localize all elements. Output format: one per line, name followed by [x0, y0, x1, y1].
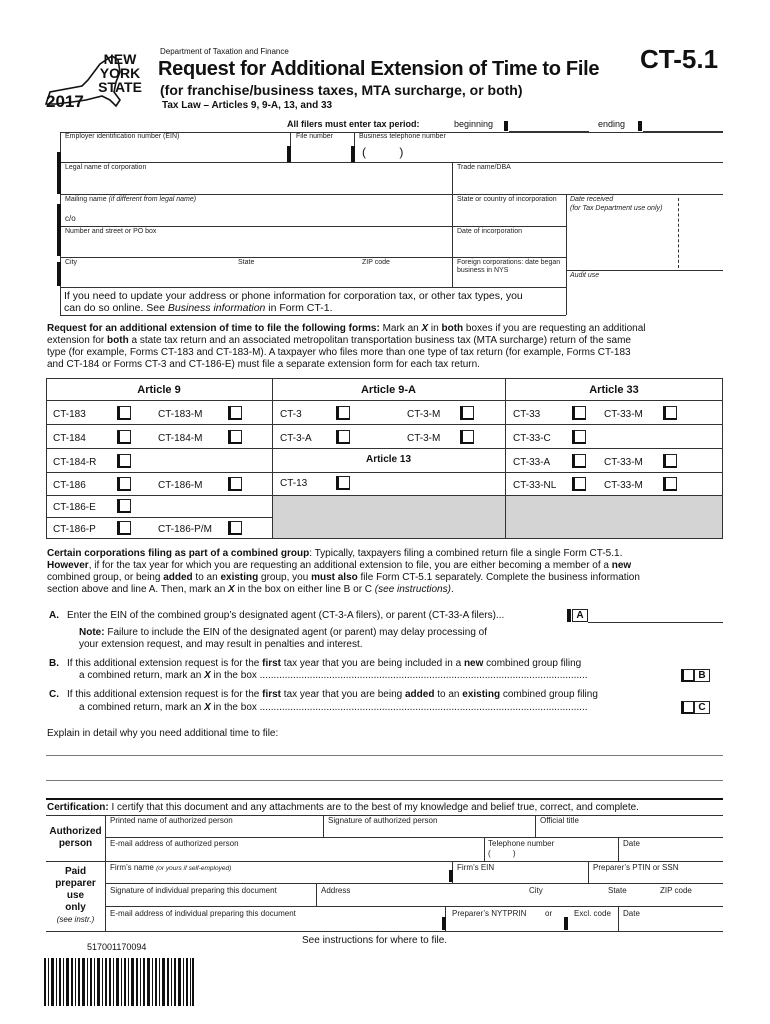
form-ct-33m-3-checkbox[interactable]: [663, 477, 677, 491]
form-subtitle: (for franchise/business taxes, MTA surcharge, or both): [160, 82, 523, 98]
mailing-name-label: Mailing name (if different from legal name): [65, 196, 197, 203]
form-ct-184m-checkbox[interactable]: [228, 430, 242, 444]
combined-para-line2: However, if for the tax year for which you are requesting an additional extension to file, you are either becoming a member of a new: [47, 560, 632, 571]
form-year: 2017: [46, 92, 84, 111]
mailing-name-input[interactable]: [78, 205, 448, 225]
street-label: Number and street or PO box: [65, 228, 157, 235]
business-phone-input[interactable]: ( ): [362, 145, 404, 159]
line-c-text2: a combined return, mark an X in the box ......................................................................................................................: [79, 702, 588, 713]
line-b-letter: B.: [49, 658, 59, 669]
grid-line: [105, 883, 723, 884]
field-marker: [351, 146, 355, 162]
grid-line: [618, 906, 619, 931]
grid-line: [588, 861, 589, 883]
date-incorporation-input[interactable]: [455, 237, 565, 257]
field-marker: [442, 917, 446, 930]
grid-line: [46, 815, 105, 816]
official-title-label: Official title: [540, 816, 579, 825]
form-ct-186e-checkbox[interactable]: [117, 499, 131, 513]
preparer-signature-input[interactable]: [108, 895, 313, 905]
line-c-text: If this additional extension request is for the first tax year that you are being added to an existing combined group filing: [67, 689, 598, 700]
ein-input[interactable]: [62, 142, 286, 160]
city-input[interactable]: [62, 268, 232, 286]
certification-rule: [46, 798, 723, 800]
state-incorporation-input[interactable]: [455, 205, 565, 225]
audit-use-label: Audit use: [570, 272, 600, 279]
firm-ein-label: Firm’s EIN: [457, 863, 495, 872]
grid-line: [323, 815, 324, 837]
line-b-text2: a combined return, mark an X in the box ......................................................................................................................: [79, 670, 588, 681]
grid-line: [535, 815, 536, 837]
grid-line: [60, 226, 566, 227]
trade-name-input[interactable]: [455, 173, 723, 193]
form-ct-183-checkbox[interactable]: [117, 406, 131, 420]
form-ct-33c-label: CT-33-C: [513, 433, 551, 444]
period-beginning-input[interactable]: [512, 118, 590, 131]
article-9a-header: Article 9-A: [360, 384, 417, 396]
form-ct-13-label: CT-13: [280, 478, 308, 489]
form-title: Request for Additional Extension of Time to File: [158, 58, 600, 80]
state-input[interactable]: [236, 268, 356, 286]
firm-name-label: Firm’s name (or yours if self-employed): [110, 863, 232, 872]
filing-instructions: See instructions for where to file.: [302, 935, 448, 946]
official-title-input[interactable]: [538, 825, 722, 837]
field-marker: [57, 204, 61, 256]
form-ct-186pm-label: CT-186-P/M: [158, 524, 212, 535]
form-ct-186-checkbox[interactable]: [117, 477, 131, 491]
excl-code-label: Excl. code: [574, 909, 611, 918]
date-input[interactable]: [621, 848, 721, 860]
email-label: E-mail address of authorized person: [110, 839, 239, 848]
request-para-line1: Request for an additional extension of time to file the following forms: Mark an X in both boxes if you are requesting an additional: [47, 323, 646, 334]
form-ct-33m-3-label: CT-33-M: [604, 480, 643, 491]
address-label: Address: [321, 886, 351, 895]
form-ct-3a-label: CT-3-A: [280, 433, 312, 444]
zip-input[interactable]: [360, 268, 448, 286]
legal-name-label: Legal name of corporation: [65, 164, 147, 171]
line-c-letter: C.: [49, 689, 59, 700]
state-incorporation-label: State or country of incorporation: [457, 196, 557, 203]
zip-label-2: ZIP code: [660, 886, 692, 895]
nytprin-label: Preparer’s NYTPRIN: [452, 909, 527, 918]
firm-name-input[interactable]: [108, 872, 448, 882]
care-of-label: c/o: [65, 214, 76, 223]
business-phone-label: Business telephone number: [359, 133, 446, 140]
grid-line: [566, 270, 723, 271]
request-para-line2: extension for both a state tax return and an associated metropolitan transportation business tax (MTA surcharge) return of the same: [47, 335, 631, 346]
date-incorporation-label: Date of incorporation: [457, 228, 522, 235]
form-ct-33-checkbox[interactable]: [572, 406, 586, 420]
tax-period-beginning-label: beginning: [454, 119, 494, 129]
barcode-graphic: [44, 958, 194, 1006]
form-ct-184-label: CT-184: [53, 433, 86, 444]
form-ct-33m-checkbox[interactable]: [663, 406, 677, 420]
grid-line: [60, 162, 723, 163]
grid-line: [105, 906, 723, 907]
grid-line: [46, 517, 272, 518]
preparer-email-label: E-mail address of individual preparing this document: [110, 909, 296, 918]
preparer-signature-label: Signature of individual preparing this document: [110, 886, 277, 895]
tax-period-ending-label: ending: [598, 119, 626, 129]
city-label-2: City: [529, 886, 543, 895]
form-ct-184r-checkbox[interactable]: [117, 454, 131, 468]
line-c-checkbox[interactable]: [681, 701, 694, 714]
shaded-area: [506, 496, 722, 538]
form-ct-33nl-checkbox[interactable]: [572, 477, 586, 491]
ein-label: Employer identification number (EIN): [65, 133, 180, 140]
date-label-2: Date: [623, 909, 640, 918]
line-a-marker: [567, 609, 571, 622]
ny-state-logotype: NEW YORK STATE: [98, 51, 142, 95]
period-begin-marker: [504, 121, 508, 131]
form-number: CT-5.1: [640, 44, 719, 74]
form-ct-3m-2-label: CT-3-M: [407, 433, 441, 444]
grid-line: [46, 400, 723, 401]
form-ct-3a-checkbox[interactable]: [336, 430, 350, 444]
form-ct-184r-label: CT-184-R: [53, 457, 97, 468]
paid-preparer-label: Paid preparer use only (see instr.): [55, 866, 96, 924]
form-ct-186m-checkbox[interactable]: [228, 477, 242, 491]
request-para-line4: and CT-184 or Forms CT-3 and CT-186-E) must file a separate extension form for each tax return.: [47, 359, 480, 370]
explain-textarea[interactable]: [46, 740, 723, 782]
ptin-label: Preparer’s PTIN or SSN: [593, 863, 679, 872]
date-received-label: Date received: [570, 196, 614, 203]
form-ct-186-label: CT-186: [53, 480, 86, 491]
form-ct-33-label: CT-33: [513, 409, 541, 420]
grid-line: [105, 837, 723, 838]
barcode: [44, 958, 194, 1006]
foreign-label-2: business in NYS: [457, 267, 509, 274]
date-label: Date: [623, 839, 640, 848]
line-b-text: If this additional extension request is for the first tax year that you are being included in a new combined group filing: [67, 658, 582, 669]
grid-line: [46, 931, 723, 932]
form-ct-186p-checkbox[interactable]: [117, 521, 131, 535]
grid-line: [60, 287, 566, 288]
article-33-header: Article 33: [589, 384, 639, 396]
explain-label: Explain in detail why you need additional time to file:: [47, 728, 279, 739]
form-ct-13-checkbox[interactable]: [336, 476, 350, 490]
form-ct-33c-checkbox[interactable]: [572, 430, 586, 444]
legal-name-input[interactable]: [62, 173, 450, 193]
form-ct-183m-checkbox[interactable]: [228, 406, 242, 420]
field-marker: [287, 146, 291, 162]
line-b-checkbox[interactable]: [681, 669, 694, 682]
line-c-box: C: [694, 701, 710, 714]
line-a-letter: A.: [49, 610, 59, 621]
line-a-note2: your extension request, and may result in penalties and interest.: [79, 639, 363, 650]
update-info-line2: can do so online. See Business information in Form CT-1.: [64, 302, 333, 314]
line-a-text: Enter the EIN of the combined group’s designated agent (CT-3-A filers), or parent (CT-33-A filers)...: [67, 610, 505, 621]
update-info-line1: If you need to update your address or phone information for corporation tax, or other tax types, you: [64, 290, 523, 302]
field-marker: [57, 152, 61, 194]
file-number-label: File number: [296, 133, 333, 140]
form-ct-3m-checkbox[interactable]: [460, 406, 474, 420]
grid-line: [316, 883, 317, 906]
date-received-sublabel: (for Tax Department use only): [570, 205, 663, 212]
state-label: State: [238, 259, 255, 266]
request-para-line3: type (for example, Forms CT-183 and CT-183-M). A taxpayer who files more than one type of tax return (for example, Forms CT-183: [47, 347, 631, 358]
preparer-email-input[interactable]: [108, 918, 440, 930]
telephone-input[interactable]: ( ): [488, 849, 516, 858]
trade-name-label: Trade name/DBA: [457, 164, 511, 171]
line-a-note: Note: Failure to include the EIN of the designated agent (or parent) may delay processing of: [79, 627, 488, 638]
period-end-marker: [638, 121, 642, 131]
form-ct-33nl-label: CT-33-NL: [513, 480, 557, 491]
field-marker: [449, 870, 453, 882]
combined-para-line3: combined group, or being added to an existing group, you must also file Form CT-5.1 separately. Complete the business information: [47, 572, 640, 583]
form-code-number: 517001170094: [87, 942, 147, 952]
street-input[interactable]: [62, 237, 450, 257]
firm-ein-input[interactable]: [455, 872, 585, 882]
ptin-input[interactable]: [591, 872, 721, 882]
combined-para-line4: section above and line A. Then, mark an X in the box on either line B or C (see instructions).: [47, 584, 454, 595]
grid-line: [60, 257, 566, 258]
city-label: City: [65, 259, 78, 266]
form-ct-183-label: CT-183: [53, 409, 86, 420]
authorized-person-label: Authorized person: [49, 826, 102, 849]
form-ct-3-checkbox[interactable]: [336, 406, 350, 420]
line-a-ein-input[interactable]: [590, 608, 722, 622]
grid-line: [46, 424, 723, 425]
form-ct-3m-2-checkbox[interactable]: [460, 430, 474, 444]
tax-law-articles: Tax Law – Articles 9, 9-A, 13, and 33: [162, 100, 333, 111]
form-ct-33m-2-checkbox[interactable]: [663, 454, 677, 468]
grid-line: [46, 448, 723, 449]
article-13-header: Article 13: [365, 454, 412, 465]
form-ct-183m-label: CT-183-M: [158, 409, 203, 420]
signature-input[interactable]: [326, 825, 531, 837]
state-label-2: State: [608, 886, 627, 895]
form-ct-33m-2-label: CT-33-M: [604, 457, 643, 468]
form-ct-184m-label: CT-184-M: [158, 433, 203, 444]
form-ct-3-label: CT-3: [280, 409, 302, 420]
printed-name-label: Printed name of authorized person: [110, 816, 233, 825]
grid-line: [105, 815, 106, 931]
grid-line: [566, 194, 567, 315]
form-ct-186pm-checkbox[interactable]: [228, 521, 242, 535]
field-marker: [57, 262, 61, 286]
grid-line: [60, 315, 566, 316]
grid-line: [46, 472, 723, 473]
file-number-input[interactable]: [292, 142, 350, 160]
zip-label: ZIP code: [362, 259, 390, 266]
form-ct-3m-label: CT-3-M: [407, 409, 441, 420]
form-ct-186p-label: CT-186-P: [53, 524, 96, 535]
shaded-area: [273, 496, 505, 538]
preparer-address-input[interactable]: [319, 895, 719, 905]
form-ct-184-checkbox[interactable]: [117, 430, 131, 444]
grid-line: [46, 861, 723, 862]
tax-period-label: All filers must enter tax period:: [287, 119, 420, 129]
preparer-date-input[interactable]: [621, 918, 721, 930]
period-ending-input[interactable]: [645, 118, 723, 131]
or-label: or: [545, 909, 553, 918]
grid-line: [60, 194, 723, 195]
form-ct-33a-checkbox[interactable]: [572, 454, 586, 468]
certification-text: Certification: I certify that this document and any attachments are to the best of my knowledge and belief true, correct, and complete.: [47, 802, 639, 813]
form-ct-186m-label: CT-186-M: [158, 480, 203, 491]
telephone-label: Telephone number: [488, 839, 555, 848]
line-a-box: A: [572, 609, 588, 622]
printed-name-input[interactable]: [108, 825, 320, 837]
grid-line: [452, 162, 453, 287]
form-ct-33a-label: CT-33-A: [513, 457, 551, 468]
combined-para-line1: Certain corporations filing as part of a combined group: Typically, taxpayers filing a combined return file a single Form CT-5.1.: [47, 548, 623, 559]
email-input[interactable]: [108, 848, 480, 860]
form-ct-186e-label: CT-186-E: [53, 502, 96, 513]
date-received-dash: [678, 198, 679, 268]
foreign-label-1: Foreign corporations: date began: [457, 259, 561, 266]
grid-line: [484, 837, 485, 861]
department-name: Department of Taxation and Finance: [160, 47, 289, 56]
line-a-underline: [588, 622, 723, 623]
form-ct-33m-label: CT-33-M: [604, 409, 643, 420]
line-b-box: B: [694, 669, 710, 682]
field-marker: [564, 917, 568, 930]
article-9-header: Article 9: [137, 384, 181, 396]
grid-line: [618, 837, 619, 861]
signature-label: Signature of authorized person: [328, 816, 438, 825]
